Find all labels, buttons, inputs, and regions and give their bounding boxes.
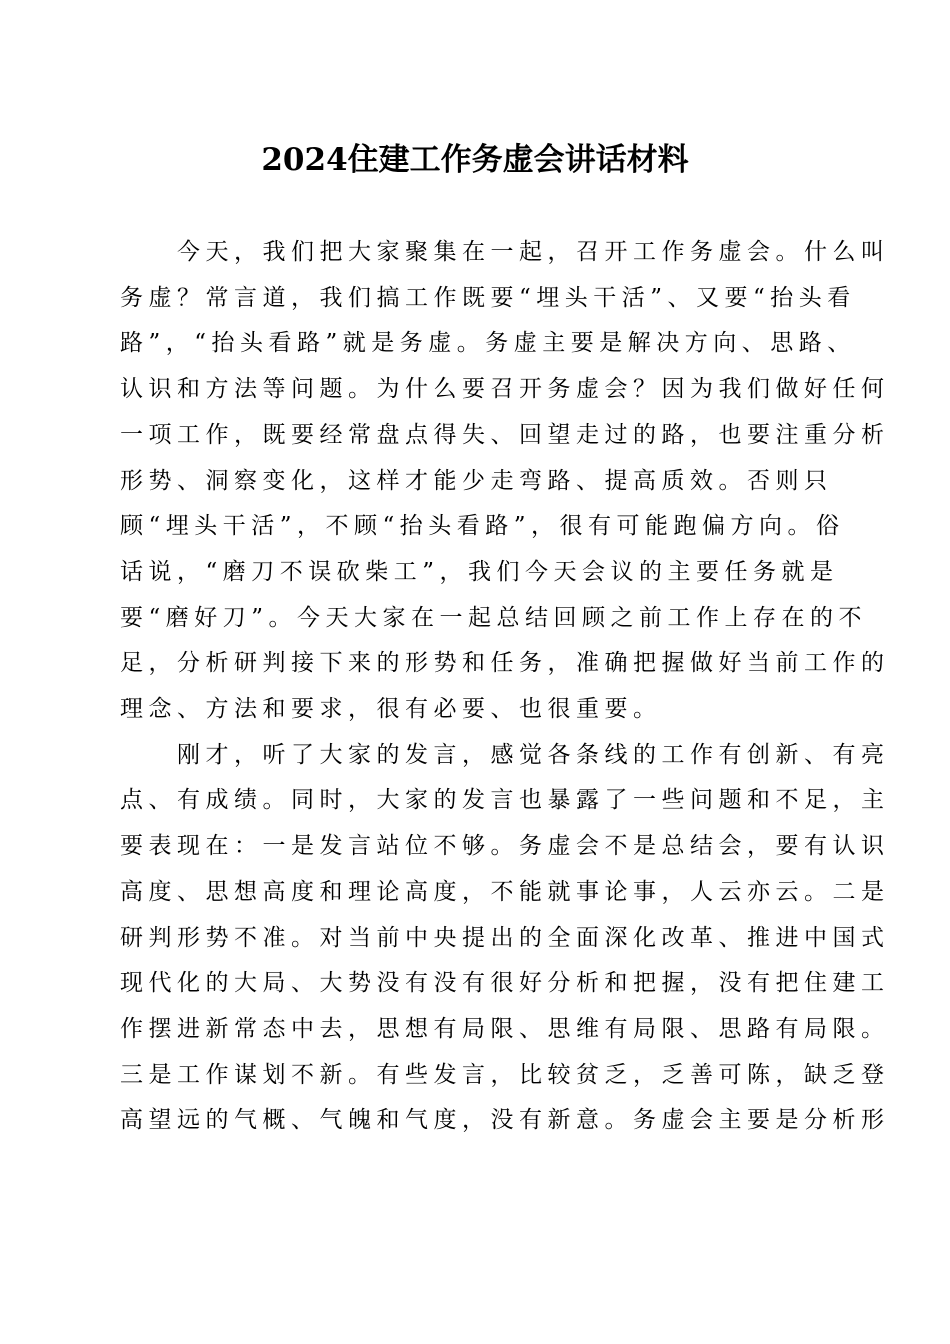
text-line: 刚才，听了大家的发言，感觉各条线的工作有创新、有亮 — [177, 741, 890, 768]
text-line: 要表现在：一是发言站位不够。务虚会不是总结会，要有认识 — [120, 833, 890, 860]
text-line: 认识和方法等问题。为什么要召开务虚会？因为我们做好任何 — [120, 376, 890, 403]
text-line: 理念、方法和要求，很有必要、也很重要。 — [120, 696, 662, 723]
text-line: 顾“埋头干活”，不顾“抬头看路”，很有可能跑偏方向。俗 — [120, 513, 845, 540]
text-line: 足，分析研判接下来的形势和任务，准确把握做好当前工作的 — [120, 650, 890, 677]
text-line: 话说，“磨刀不误砍柴工”，我们今天会议的主要任务就是 — [120, 558, 839, 585]
text-line: 务虚？常言道，我们搞工作既要“埋头干活”、又要“抬头看 — [120, 284, 856, 311]
text-line: 形势、洞察变化，这样才能少走弯路、提高质效。否则只 — [120, 467, 833, 494]
text-line: 高望远的气概、气魄和气度，没有新意。务虚会主要是分析形 — [120, 1107, 890, 1134]
text-line: 作摆进新常态中去，思想有局限、思维有局限、思路有局限。 — [120, 1015, 890, 1042]
text-line: 要“磨好刀”。今天大家在一起总结回顾之前工作上存在的不 — [120, 604, 868, 631]
text-line: 今天，我们把大家聚集在一起，召开工作务虚会。什么叫 — [177, 239, 890, 265]
paragraph-1 — [120, 230, 890, 733]
paragraph-2 — [120, 733, 890, 1144]
text-line: 三是工作谋划不新。有些发言，比较贫乏，乏善可陈，缺乏登 — [120, 1061, 890, 1088]
text-line: 点、有成绩。同时，大家的发言也暴露了一些问题和不足，主 — [120, 787, 890, 814]
text-line: 研判形势不准。对当前中央提出的全面深化改革、推进中国式 — [120, 924, 890, 951]
document-body — [120, 230, 890, 1144]
document-title: 2024住建工作务虚会讲话材料 — [261, 142, 689, 178]
text-line: 路”，“抬头看路”就是务虚。务虚主要是解决方向、思路、 — [120, 330, 856, 357]
text-line: 现代化的大局、大势没有没有很好分析和把握，没有把住建工 — [120, 970, 890, 997]
text-line: 一项工作，既要经常盘点得失、回望走过的路，也要注重分析 — [120, 421, 890, 448]
text-line: 高度、思想高度和理论高度，不能就事论事，人云亦云。二是 — [120, 878, 890, 905]
